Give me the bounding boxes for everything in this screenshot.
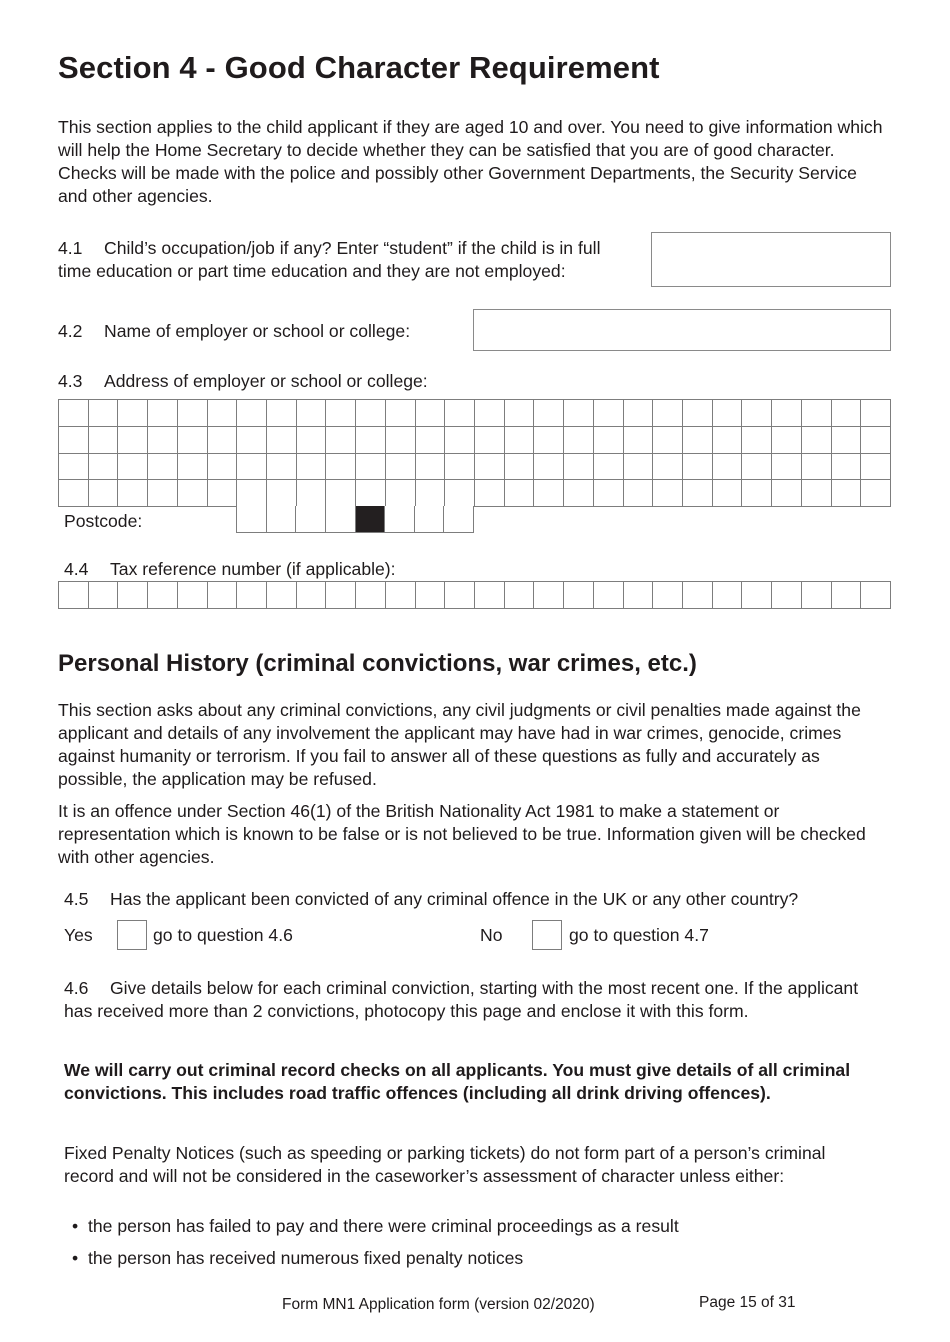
address-char-cell[interactable] bbox=[178, 454, 208, 481]
fixed-penalty-text: Fixed Penalty Notices (such as speeding or parking tickets) do not form part of a person’s criminal record and will not be considered in the caseworker’s assessment of character unless either: bbox=[64, 1143, 826, 1186]
address-char-cell[interactable] bbox=[356, 480, 386, 507]
yes-checkbox[interactable] bbox=[117, 920, 147, 950]
question-4-3-text: Address of employer or school or college: bbox=[104, 371, 428, 391]
address-char-cell[interactable] bbox=[802, 400, 832, 427]
address-char-cell[interactable] bbox=[89, 480, 119, 507]
personal-history-title: Personal History (criminal convictions, war crimes, etc.) bbox=[58, 650, 697, 677]
address-char-cell[interactable] bbox=[802, 480, 832, 507]
question-4-4-text: Tax reference number (if applicable): bbox=[110, 559, 396, 579]
bullet-item: • the person has failed to pay and there were criminal proceedings as a result bbox=[72, 1216, 679, 1236]
address-char-cell[interactable] bbox=[148, 400, 178, 427]
address-char-cell[interactable] bbox=[326, 400, 356, 427]
address-char-cell[interactable] bbox=[89, 427, 119, 454]
address-char-cell[interactable] bbox=[624, 480, 654, 507]
tax-char-cell[interactable] bbox=[564, 582, 594, 609]
tax-char-cell[interactable] bbox=[653, 582, 683, 609]
address-char-cell[interactable] bbox=[445, 427, 475, 454]
address-char-cell[interactable] bbox=[297, 400, 327, 427]
address-char-cell[interactable] bbox=[861, 454, 891, 481]
occupation-input[interactable] bbox=[651, 232, 891, 287]
address-char-cell[interactable] bbox=[297, 480, 327, 507]
address-char-cell[interactable] bbox=[89, 454, 119, 481]
tax-char-cell[interactable] bbox=[445, 582, 475, 609]
address-char-cell[interactable] bbox=[326, 454, 356, 481]
question-4-2-text: Name of employer or school or college: bbox=[104, 321, 411, 341]
tax-char-cell[interactable] bbox=[178, 582, 208, 609]
address-char-cell[interactable] bbox=[237, 400, 267, 427]
address-char-cell[interactable] bbox=[624, 427, 654, 454]
question-4-1-label bbox=[58, 237, 658, 283]
address-char-cell[interactable] bbox=[713, 454, 743, 481]
address-char-cell[interactable] bbox=[118, 454, 148, 481]
tax-char-cell[interactable] bbox=[624, 582, 654, 609]
address-char-cell[interactable] bbox=[742, 454, 772, 481]
address-char-cell[interactable] bbox=[564, 480, 594, 507]
address-char-cell[interactable] bbox=[683, 480, 713, 507]
tax-char-cell[interactable] bbox=[832, 582, 862, 609]
address-char-cell[interactable] bbox=[624, 454, 654, 481]
address-char-cell[interactable] bbox=[505, 427, 535, 454]
address-char-cell[interactable] bbox=[267, 400, 297, 427]
address-char-cell[interactable] bbox=[267, 480, 297, 507]
address-char-cell[interactable] bbox=[475, 400, 505, 427]
address-char-cell[interactable] bbox=[772, 427, 802, 454]
tax-reference-grid[interactable] bbox=[58, 581, 891, 609]
postcode-grid[interactable] bbox=[236, 506, 474, 533]
postcode-char-cell[interactable] bbox=[296, 506, 326, 533]
postcode-char-cell[interactable] bbox=[415, 506, 445, 533]
address-char-cell[interactable] bbox=[59, 454, 89, 481]
address-char-cell[interactable] bbox=[832, 427, 862, 454]
address-char-cell[interactable] bbox=[534, 480, 564, 507]
address-char-cell[interactable] bbox=[148, 427, 178, 454]
address-char-cell[interactable] bbox=[653, 400, 683, 427]
address-char-cell[interactable] bbox=[178, 427, 208, 454]
address-char-cell[interactable] bbox=[148, 454, 178, 481]
footer-form-name: Form MN1 Application form (version 02/2020) bbox=[282, 1296, 595, 1313]
tax-char-cell[interactable] bbox=[148, 582, 178, 609]
tax-char-cell[interactable] bbox=[356, 582, 386, 609]
question-4-3-label bbox=[58, 370, 428, 393]
address-char-cell[interactable] bbox=[445, 400, 475, 427]
address-char-cell[interactable] bbox=[802, 454, 832, 481]
address-char-cell[interactable] bbox=[475, 454, 505, 481]
address-char-cell[interactable] bbox=[267, 454, 297, 481]
address-char-cell[interactable] bbox=[237, 480, 267, 507]
postcode-char-cell[interactable] bbox=[326, 506, 356, 533]
address-grid[interactable] bbox=[58, 399, 891, 507]
address-char-cell[interactable] bbox=[832, 480, 862, 507]
address-char-cell[interactable] bbox=[386, 480, 416, 507]
bullet-text: the person has failed to pay and there were criminal proceedings as a result bbox=[88, 1216, 679, 1236]
address-char-cell[interactable] bbox=[386, 427, 416, 454]
address-char-cell[interactable] bbox=[118, 480, 148, 507]
address-char-cell[interactable] bbox=[832, 454, 862, 481]
yes-goto-text: go to question 4.6 bbox=[153, 925, 293, 945]
address-char-cell[interactable] bbox=[178, 480, 208, 507]
tax-char-cell[interactable] bbox=[772, 582, 802, 609]
address-char-cell[interactable] bbox=[356, 427, 386, 454]
address-char-cell[interactable] bbox=[416, 454, 446, 481]
question-4-6-label bbox=[64, 977, 879, 1023]
question-number: 4.1 bbox=[58, 238, 83, 258]
address-char-cell[interactable] bbox=[386, 400, 416, 427]
tax-char-cell[interactable] bbox=[475, 582, 505, 609]
address-char-cell[interactable] bbox=[208, 400, 238, 427]
address-char-cell[interactable] bbox=[772, 480, 802, 507]
question-number: 4.3 bbox=[58, 371, 83, 391]
tax-char-cell[interactable] bbox=[386, 582, 416, 609]
question-number: 4.2 bbox=[58, 321, 83, 341]
address-char-cell[interactable] bbox=[653, 480, 683, 507]
yes-label: Yes bbox=[64, 925, 93, 945]
address-char-cell[interactable] bbox=[564, 427, 594, 454]
address-char-cell[interactable] bbox=[534, 400, 564, 427]
postcode-char-cell[interactable] bbox=[267, 506, 297, 533]
address-char-cell[interactable] bbox=[118, 400, 148, 427]
criminal-checks-notice: We will carry out criminal record checks on all applicants. You must give details of all criminal convictions. This includes road traffic offences (including all drink driving offences). bbox=[64, 1060, 851, 1103]
question-number: 4.5 bbox=[64, 889, 89, 909]
address-char-cell[interactable] bbox=[594, 454, 624, 481]
tax-char-cell[interactable] bbox=[683, 582, 713, 609]
address-char-cell[interactable] bbox=[683, 454, 713, 481]
address-char-cell[interactable] bbox=[742, 427, 772, 454]
address-char-cell[interactable] bbox=[505, 400, 535, 427]
address-char-cell[interactable] bbox=[208, 480, 238, 507]
address-char-cell[interactable] bbox=[534, 454, 564, 481]
address-char-cell[interactable] bbox=[594, 480, 624, 507]
personal-history-para1: This section asks about any criminal convictions, any civil judgments or civil penalties made against the applicant and details of any involvement the applicant may have had in war crimes, genocide, crimes against humanity or terrorism. If you fail to answer all of these questions as fully and accurately as possible, the application may be refused. bbox=[58, 700, 861, 789]
address-char-cell[interactable] bbox=[594, 400, 624, 427]
tax-char-cell[interactable] bbox=[594, 582, 624, 609]
address-char-cell[interactable] bbox=[475, 427, 505, 454]
question-4-1-line2: time education or part time education and they are not employed: bbox=[58, 261, 566, 281]
address-char-cell[interactable] bbox=[89, 400, 119, 427]
address-char-cell[interactable] bbox=[208, 454, 238, 481]
tax-char-cell[interactable] bbox=[297, 582, 327, 609]
question-4-4-label bbox=[64, 558, 396, 581]
address-char-cell[interactable] bbox=[861, 400, 891, 427]
address-char-cell[interactable] bbox=[683, 400, 713, 427]
address-char-cell[interactable] bbox=[267, 427, 297, 454]
address-char-cell[interactable] bbox=[772, 400, 802, 427]
address-char-cell[interactable] bbox=[326, 427, 356, 454]
footer-page-number: Page 15 of 31 bbox=[699, 1294, 796, 1311]
address-char-cell[interactable] bbox=[564, 400, 594, 427]
tax-char-cell[interactable] bbox=[267, 582, 297, 609]
postcode-label: Postcode: bbox=[64, 511, 143, 531]
address-char-cell[interactable] bbox=[386, 454, 416, 481]
no-goto-text: go to question 4.7 bbox=[569, 925, 709, 945]
address-char-cell[interactable] bbox=[237, 427, 267, 454]
address-char-cell[interactable] bbox=[505, 454, 535, 481]
address-char-cell[interactable] bbox=[59, 427, 89, 454]
address-char-cell[interactable] bbox=[475, 480, 505, 507]
address-char-cell[interactable] bbox=[59, 480, 89, 507]
address-char-cell[interactable] bbox=[653, 427, 683, 454]
postcode-char-cell[interactable] bbox=[237, 506, 267, 533]
address-char-cell[interactable] bbox=[742, 480, 772, 507]
address-char-cell[interactable] bbox=[624, 400, 654, 427]
address-char-cell[interactable] bbox=[832, 400, 862, 427]
address-char-cell[interactable] bbox=[208, 427, 238, 454]
address-char-cell[interactable] bbox=[861, 480, 891, 507]
no-label: No bbox=[480, 925, 503, 945]
address-char-cell[interactable] bbox=[416, 427, 446, 454]
question-4-6-text: Give details below for each criminal conviction, starting with the most recent one. If the applicant has received more than 2 convictions, photocopy this page and enclose it with this form. bbox=[64, 978, 859, 1021]
question-number: 4.4 bbox=[64, 559, 89, 579]
postcode-char-cell[interactable] bbox=[385, 506, 415, 533]
question-number: 4.6 bbox=[64, 978, 89, 998]
question-4-5-text: Has the applicant been convicted of any criminal offence in the UK or any other country? bbox=[110, 889, 799, 909]
address-char-cell[interactable] bbox=[356, 400, 386, 427]
tax-char-cell[interactable] bbox=[208, 582, 238, 609]
address-char-cell[interactable] bbox=[118, 427, 148, 454]
section-title: Section 4 - Good Character Requirement bbox=[58, 50, 660, 85]
address-char-cell[interactable] bbox=[564, 454, 594, 481]
address-char-cell[interactable] bbox=[237, 454, 267, 481]
section-intro: This section applies to the child applicant if they are aged 10 and over. You need to give information which will help the Home Secretary to decide whether they can be satisfied that you are of good character. Checks will be made with the police and possibly other Government Departments, the Security Service and other agencies. bbox=[58, 117, 883, 206]
tax-char-cell[interactable] bbox=[713, 582, 743, 609]
no-checkbox[interactable] bbox=[532, 920, 562, 950]
address-char-cell[interactable] bbox=[416, 480, 446, 507]
address-char-cell[interactable] bbox=[505, 480, 535, 507]
tax-char-cell[interactable] bbox=[118, 582, 148, 609]
address-char-cell[interactable] bbox=[59, 400, 89, 427]
address-char-cell[interactable] bbox=[653, 454, 683, 481]
tax-char-cell[interactable] bbox=[505, 582, 535, 609]
employer-name-input[interactable] bbox=[473, 309, 891, 351]
address-char-cell[interactable] bbox=[445, 480, 475, 507]
address-char-cell[interactable] bbox=[742, 400, 772, 427]
address-char-cell[interactable] bbox=[326, 480, 356, 507]
question-4-1-line1: Child’s occupation/job if any? Enter “student” if the child is in full bbox=[104, 238, 601, 258]
personal-history-para2: It is an offence under Section 46(1) of the British Nationality Act 1981 to make a statement or representation which is known to be false or is not believed to be true. Information given will be checked with other agencies. bbox=[58, 801, 866, 867]
postcode-char-cell[interactable] bbox=[444, 506, 474, 533]
address-char-cell[interactable] bbox=[534, 427, 564, 454]
tax-char-cell[interactable] bbox=[861, 582, 891, 609]
address-char-cell[interactable] bbox=[445, 454, 475, 481]
tax-char-cell[interactable] bbox=[89, 582, 119, 609]
question-4-5-label bbox=[64, 888, 894, 911]
tax-char-cell[interactable] bbox=[742, 582, 772, 609]
address-char-cell[interactable] bbox=[356, 454, 386, 481]
tax-char-cell[interactable] bbox=[534, 582, 564, 609]
address-char-cell[interactable] bbox=[594, 427, 624, 454]
address-char-cell[interactable] bbox=[713, 480, 743, 507]
bullet-item: • the person has received numerous fixed penalty notices bbox=[72, 1248, 524, 1268]
address-char-cell[interactable] bbox=[148, 480, 178, 507]
tax-char-cell[interactable] bbox=[59, 582, 89, 609]
address-char-cell[interactable] bbox=[713, 427, 743, 454]
tax-char-cell[interactable] bbox=[326, 582, 356, 609]
postcode-separator-cell bbox=[356, 506, 386, 533]
address-char-cell[interactable] bbox=[772, 454, 802, 481]
tax-char-cell[interactable] bbox=[416, 582, 446, 609]
question-4-2-label bbox=[58, 320, 410, 343]
address-char-cell[interactable] bbox=[713, 400, 743, 427]
address-char-cell[interactable] bbox=[802, 427, 832, 454]
tax-char-cell[interactable] bbox=[802, 582, 832, 609]
address-char-cell[interactable] bbox=[297, 454, 327, 481]
address-char-cell[interactable] bbox=[416, 400, 446, 427]
address-char-cell[interactable] bbox=[861, 427, 891, 454]
bullet-text: the person has received numerous fixed penalty notices bbox=[88, 1248, 524, 1268]
address-char-cell[interactable] bbox=[297, 427, 327, 454]
tax-char-cell[interactable] bbox=[237, 582, 267, 609]
address-char-cell[interactable] bbox=[178, 400, 208, 427]
address-char-cell[interactable] bbox=[683, 427, 713, 454]
